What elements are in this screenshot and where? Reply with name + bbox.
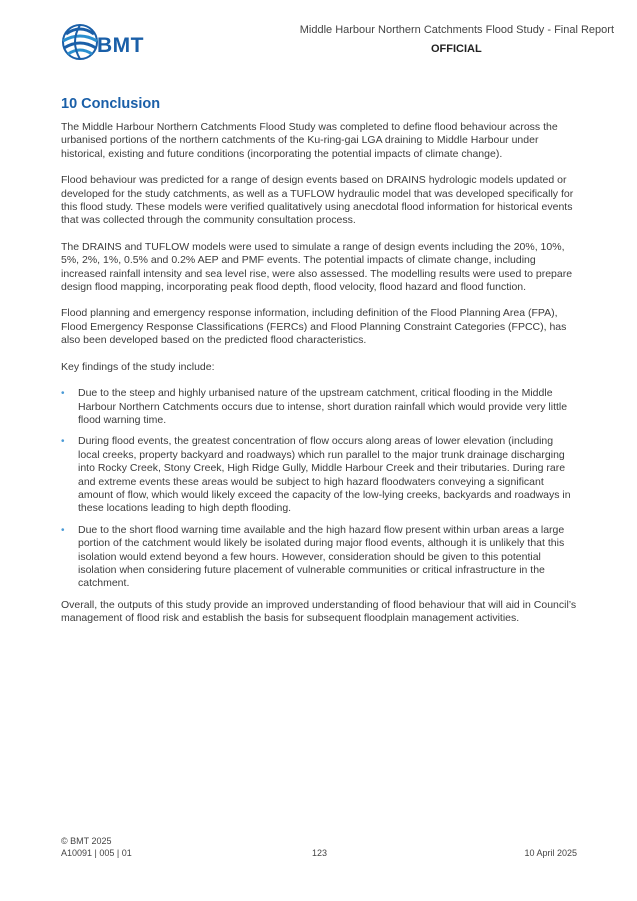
finding-text: Due to the short flood warning time available and the high hazard flow present within urban areas a large portion of the catchment would likely be isolated during major flood events, although it is unlikely that this isolation would extend beyond a few hours. However, consideration should be given to this potential isolation when considering future placement of vulnerable communities or critical infrastructure in the catchment. [78,523,565,590]
list-item [61,435,577,515]
report-title: Middle Harbour Northern Catchments Flood Study - Final Report [299,24,614,36]
globe-icon [60,22,100,62]
main-content [61,96,577,639]
list-item [61,524,577,591]
bullet-icon: • [61,524,65,536]
section-heading: 10 Conclusion [61,96,161,112]
bullet-icon: • [61,388,65,400]
report-date: 10 April 2025 [524,848,577,858]
bullet-icon: • [61,436,65,448]
findings-list [61,387,577,591]
closing-paragraph: Overall, the outputs of this study provide an improved understanding of flood behaviour that will aid in Council’s management of flood risk and establish the basis for subsequent floodplain management activities. [61,598,577,625]
paragraph: The Middle Harbour Northern Catchments Flood Study was completed to define flood behaviour across the urbanised portions of the northern catchments of the Ku-ring-gai LGA draining to Middle Harbour under historical, existing and future conditions (incorporating the potential impacts of climate change). [61,121,558,160]
paragraph: Flood behaviour was predicted for a range of design events based on DRAINS hydrologic models updated or developed for the study catchments, as well as a TUFLOW hydraulic model that was developed specifically for this flood study. These models were verified qualitatively using anecdotal flood information for historical events that was collected through the community consultation process. [61,174,574,227]
doc-reference: A10091 | 005 | 01 [61,848,132,858]
finding-text: Due to the steep and highly urbanised nature of the upstream catchment, critical flooding in the Middle Harbour Northern Catchments occurs due to intense, short duration rainfall which would provide very little flood warning time. [78,387,568,426]
copyright: © BMT 2025 [61,836,112,846]
page-footer [61,835,577,859]
finding-text: During flood events, the greatest concentration of flow occurs along areas of lower elevation (including local creeks, property backyard and roadways) which run parallel to the major trunk drainage discharging into Rocky Creek, Stony Creek, High Ridge Gully, Middle Harbour Creek and their tributaries. During rare and extreme events these areas would be subject to high hazard floodwaters conveying a significant amount of flow, which would likely exceed the capacity of the low-lying creeks, backyards and roadways in these locations leading to high depth flooding. [78,435,571,515]
classification-label: OFFICIAL [431,43,482,55]
paragraph: Flood planning and emergency response information, including definition of the Flood Planning Area (FPA), Flood Emergency Response Classifications (FERCs) and Flood Planning Constraint Categories (FPCC), has also been developed based on the predicted flood characteristics. [61,307,567,347]
page-number: 123 [312,848,328,858]
list-item [61,387,577,427]
paragraph: The DRAINS and TUFLOW models were used to simulate a range of design events including the 20%, 10%, 5%, 2%, 1%, 0.5% and 0.2% AEP and PMF events. The potential impacts of climate change, including increased rainfall intensity and sea level rise, were also assessed. The modelling results were used to prepare design flood mapping, incorporating peak flood depth, flood velocity, flood hazard and flood function. [61,240,573,294]
key-findings-intro: Key findings of the study include: [61,360,215,373]
logo-text: BMT [97,34,144,57]
